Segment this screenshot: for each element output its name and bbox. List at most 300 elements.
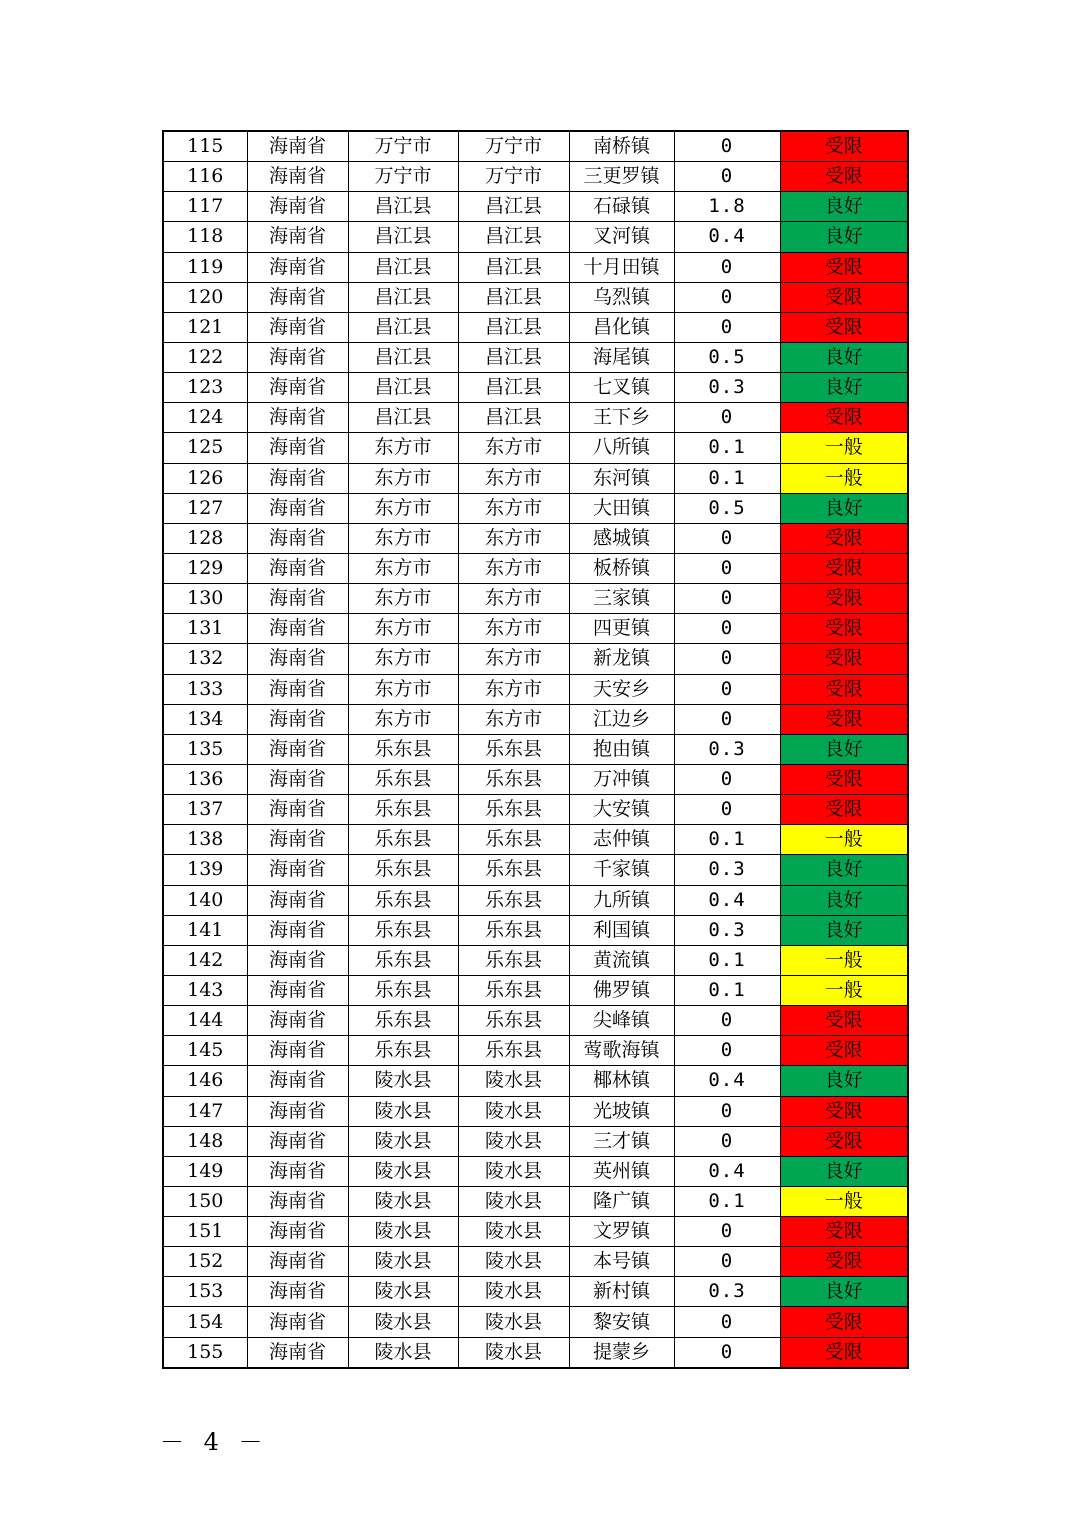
province-cell: 海南省: [247, 252, 348, 282]
table-row: [163, 644, 908, 674]
row-number-cell: 148: [163, 1126, 247, 1156]
table-row: [163, 885, 908, 915]
row-number-cell: 116: [163, 162, 247, 192]
row-number-cell: 117: [163, 192, 247, 222]
county-cell: 昌江县: [458, 192, 569, 222]
status-cell: 受限: [780, 252, 908, 282]
status-cell: 受限: [780, 674, 908, 704]
township-cell: 利国镇: [569, 915, 674, 945]
table-row: [163, 1096, 908, 1126]
township-cell: 英州镇: [569, 1156, 674, 1186]
county-cell: 昌江县: [458, 312, 569, 342]
province-cell: 海南省: [247, 192, 348, 222]
status-cell: 受限: [780, 162, 908, 192]
province-cell: 海南省: [247, 1186, 348, 1216]
county-cell: 东方市: [458, 584, 569, 614]
township-cell: 尖峰镇: [569, 1006, 674, 1036]
table-row: [163, 855, 908, 885]
value-cell: 0: [674, 282, 780, 312]
status-cell: 良好: [780, 373, 908, 403]
province-cell: 海南省: [247, 1307, 348, 1337]
city-cell: 东方市: [348, 584, 458, 614]
value-cell: 0: [674, 644, 780, 674]
value-cell: 0: [674, 1307, 780, 1337]
value-cell: 0.4: [674, 222, 780, 252]
township-cell: 七叉镇: [569, 373, 674, 403]
row-number-cell: 152: [163, 1247, 247, 1277]
city-cell: 陵水县: [348, 1277, 458, 1307]
table-row: [163, 192, 908, 222]
city-cell: 乐东县: [348, 1006, 458, 1036]
row-number-cell: 140: [163, 885, 247, 915]
county-cell: 乐东县: [458, 945, 569, 975]
township-cell: 三更罗镇: [569, 162, 674, 192]
table-row: [163, 1006, 908, 1036]
city-cell: 陵水县: [348, 1156, 458, 1186]
township-cell: 东河镇: [569, 463, 674, 493]
value-cell: 0.1: [674, 945, 780, 975]
row-number-cell: 127: [163, 493, 247, 523]
township-cell: 莺歌海镇: [569, 1036, 674, 1066]
value-cell: 0.1: [674, 975, 780, 1005]
county-cell: 陵水县: [458, 1277, 569, 1307]
status-cell: 受限: [780, 282, 908, 312]
data-table: [162, 130, 909, 1369]
county-cell: 陵水县: [458, 1307, 569, 1337]
status-cell: 受限: [780, 1006, 908, 1036]
city-cell: 乐东县: [348, 855, 458, 885]
city-cell: 陵水县: [348, 1307, 458, 1337]
township-cell: 四更镇: [569, 614, 674, 644]
township-cell: 感城镇: [569, 523, 674, 553]
township-cell: 江边乡: [569, 704, 674, 734]
table-row: [163, 975, 908, 1005]
city-cell: 万宁市: [348, 162, 458, 192]
county-cell: 东方市: [458, 644, 569, 674]
county-cell: 东方市: [458, 553, 569, 583]
value-cell: 0.1: [674, 1186, 780, 1216]
row-number-cell: 137: [163, 795, 247, 825]
county-cell: 东方市: [458, 433, 569, 463]
table-row: [163, 614, 908, 644]
table-row: [163, 1247, 908, 1277]
value-cell: 0: [674, 1036, 780, 1066]
table-row: [163, 463, 908, 493]
value-cell: 0: [674, 1006, 780, 1036]
province-cell: 海南省: [247, 644, 348, 674]
province-cell: 海南省: [247, 1096, 348, 1126]
status-cell: 一般: [780, 825, 908, 855]
province-cell: 海南省: [247, 1337, 348, 1368]
value-cell: 0.4: [674, 1156, 780, 1186]
value-cell: 0.1: [674, 463, 780, 493]
city-cell: 乐东县: [348, 945, 458, 975]
value-cell: 0.3: [674, 915, 780, 945]
county-cell: 陵水县: [458, 1096, 569, 1126]
row-number-cell: 134: [163, 704, 247, 734]
city-cell: 陵水县: [348, 1217, 458, 1247]
township-cell: 王下乡: [569, 403, 674, 433]
township-cell: 抱由镇: [569, 734, 674, 764]
county-cell: 昌江县: [458, 222, 569, 252]
township-cell: 海尾镇: [569, 342, 674, 372]
province-cell: 海南省: [247, 373, 348, 403]
county-cell: 乐东县: [458, 764, 569, 794]
province-cell: 海南省: [247, 282, 348, 312]
city-cell: 东方市: [348, 463, 458, 493]
township-cell: 八所镇: [569, 433, 674, 463]
province-cell: 海南省: [247, 1006, 348, 1036]
table-row: [163, 1277, 908, 1307]
table-row: [163, 825, 908, 855]
province-cell: 海南省: [247, 584, 348, 614]
row-number-cell: 150: [163, 1186, 247, 1216]
value-cell: 0: [674, 523, 780, 553]
row-number-cell: 143: [163, 975, 247, 1005]
status-cell: 良好: [780, 342, 908, 372]
row-number-cell: 126: [163, 463, 247, 493]
county-cell: 万宁市: [458, 162, 569, 192]
row-number-cell: 146: [163, 1066, 247, 1096]
value-cell: 0: [674, 1337, 780, 1368]
province-cell: 海南省: [247, 614, 348, 644]
table-row: [163, 795, 908, 825]
table-row: [163, 312, 908, 342]
province-cell: 海南省: [247, 945, 348, 975]
county-cell: 昌江县: [458, 403, 569, 433]
city-cell: 昌江县: [348, 342, 458, 372]
row-number-cell: 139: [163, 855, 247, 885]
county-cell: 乐东县: [458, 885, 569, 915]
county-cell: 乐东县: [458, 795, 569, 825]
province-cell: 海南省: [247, 342, 348, 372]
value-cell: 0: [674, 162, 780, 192]
value-cell: 0.4: [674, 885, 780, 915]
township-cell: 文罗镇: [569, 1217, 674, 1247]
page-number: － 4 －: [160, 1428, 269, 1456]
city-cell: 东方市: [348, 614, 458, 644]
city-cell: 陵水县: [348, 1247, 458, 1277]
county-cell: 陵水县: [458, 1337, 569, 1368]
value-cell: 0: [674, 1217, 780, 1247]
status-cell: 受限: [780, 553, 908, 583]
township-cell: 叉河镇: [569, 222, 674, 252]
township-cell: 三才镇: [569, 1126, 674, 1156]
value-cell: 0: [674, 674, 780, 704]
province-cell: 海南省: [247, 523, 348, 553]
county-cell: 乐东县: [458, 825, 569, 855]
township-cell: 椰林镇: [569, 1066, 674, 1096]
county-cell: 万宁市: [458, 131, 569, 162]
table-body: [163, 131, 908, 1368]
value-cell: 0: [674, 584, 780, 614]
row-number-cell: 154: [163, 1307, 247, 1337]
row-number-cell: 119: [163, 252, 247, 282]
province-cell: 海南省: [247, 1277, 348, 1307]
county-cell: 乐东县: [458, 1036, 569, 1066]
city-cell: 万宁市: [348, 131, 458, 162]
row-number-cell: 132: [163, 644, 247, 674]
city-cell: 陵水县: [348, 1066, 458, 1096]
province-cell: 海南省: [247, 162, 348, 192]
province-cell: 海南省: [247, 764, 348, 794]
table-row: [163, 1307, 908, 1337]
county-cell: 东方市: [458, 674, 569, 704]
township-cell: 南桥镇: [569, 131, 674, 162]
city-cell: 乐东县: [348, 795, 458, 825]
value-cell: 0: [674, 704, 780, 734]
value-cell: 0: [674, 764, 780, 794]
status-cell: 受限: [780, 312, 908, 342]
table-row: [163, 1156, 908, 1186]
province-cell: 海南省: [247, 1247, 348, 1277]
county-cell: 乐东县: [458, 975, 569, 1005]
city-cell: 陵水县: [348, 1337, 458, 1368]
township-cell: 黎安镇: [569, 1307, 674, 1337]
status-cell: 良好: [780, 734, 908, 764]
row-number-cell: 124: [163, 403, 247, 433]
city-cell: 东方市: [348, 553, 458, 583]
table-row: [163, 1217, 908, 1247]
township-cell: 提蒙乡: [569, 1337, 674, 1368]
value-cell: 0: [674, 614, 780, 644]
status-cell: 一般: [780, 433, 908, 463]
township-cell: 大安镇: [569, 795, 674, 825]
row-number-cell: 141: [163, 915, 247, 945]
county-cell: 东方市: [458, 523, 569, 553]
city-cell: 陵水县: [348, 1186, 458, 1216]
county-cell: 东方市: [458, 463, 569, 493]
row-number-cell: 155: [163, 1337, 247, 1368]
township-cell: 新龙镇: [569, 644, 674, 674]
township-cell: 大田镇: [569, 493, 674, 523]
table-row: [163, 704, 908, 734]
status-cell: 良好: [780, 1066, 908, 1096]
county-cell: 东方市: [458, 614, 569, 644]
city-cell: 东方市: [348, 674, 458, 704]
table-row: [163, 162, 908, 192]
table-row: [163, 1066, 908, 1096]
row-number-cell: 151: [163, 1217, 247, 1247]
township-cell: 九所镇: [569, 885, 674, 915]
city-cell: 昌江县: [348, 252, 458, 282]
province-cell: 海南省: [247, 553, 348, 583]
status-cell: 良好: [780, 885, 908, 915]
status-cell: 受限: [780, 584, 908, 614]
status-cell: 受限: [780, 644, 908, 674]
city-cell: 昌江县: [348, 403, 458, 433]
province-cell: 海南省: [247, 403, 348, 433]
value-cell: 0: [674, 1126, 780, 1156]
status-cell: 良好: [780, 493, 908, 523]
row-number-cell: 133: [163, 674, 247, 704]
county-cell: 陵水县: [458, 1126, 569, 1156]
table-row: [163, 1036, 908, 1066]
status-cell: 受限: [780, 1096, 908, 1126]
value-cell: 0.5: [674, 342, 780, 372]
township-cell: 万冲镇: [569, 764, 674, 794]
row-number-cell: 145: [163, 1036, 247, 1066]
province-cell: 海南省: [247, 1066, 348, 1096]
province-cell: 海南省: [247, 433, 348, 463]
row-number-cell: 149: [163, 1156, 247, 1186]
province-cell: 海南省: [247, 915, 348, 945]
county-cell: 乐东县: [458, 855, 569, 885]
province-cell: 海南省: [247, 674, 348, 704]
province-cell: 海南省: [247, 222, 348, 252]
value-cell: 0: [674, 131, 780, 162]
table-row: [163, 282, 908, 312]
township-cell: 乌烈镇: [569, 282, 674, 312]
county-cell: 陵水县: [458, 1066, 569, 1096]
value-cell: 0.1: [674, 825, 780, 855]
value-cell: 0: [674, 1247, 780, 1277]
status-cell: 一般: [780, 945, 908, 975]
county-cell: 陵水县: [458, 1156, 569, 1186]
province-cell: 海南省: [247, 885, 348, 915]
status-cell: 一般: [780, 1186, 908, 1216]
county-cell: 乐东县: [458, 915, 569, 945]
county-cell: 昌江县: [458, 342, 569, 372]
status-cell: 良好: [780, 1156, 908, 1186]
county-cell: 东方市: [458, 704, 569, 734]
table-row: [163, 584, 908, 614]
row-number-cell: 121: [163, 312, 247, 342]
table-row: [163, 1186, 908, 1216]
status-cell: 受限: [780, 1337, 908, 1368]
table-row: [163, 553, 908, 583]
table-row: [163, 342, 908, 372]
row-number-cell: 125: [163, 433, 247, 463]
table-row: [163, 403, 908, 433]
city-cell: 乐东县: [348, 885, 458, 915]
province-cell: 海南省: [247, 734, 348, 764]
province-cell: 海南省: [247, 1156, 348, 1186]
province-cell: 海南省: [247, 1217, 348, 1247]
table-row: [163, 222, 908, 252]
province-cell: 海南省: [247, 1036, 348, 1066]
city-cell: 乐东县: [348, 915, 458, 945]
city-cell: 昌江县: [348, 192, 458, 222]
value-cell: 0: [674, 252, 780, 282]
row-number-cell: 120: [163, 282, 247, 312]
status-cell: 受限: [780, 614, 908, 644]
value-cell: 0.3: [674, 855, 780, 885]
row-number-cell: 142: [163, 945, 247, 975]
table-row: [163, 945, 908, 975]
row-number-cell: 131: [163, 614, 247, 644]
table-row: [163, 1337, 908, 1368]
value-cell: 0: [674, 403, 780, 433]
status-cell: 受限: [780, 795, 908, 825]
status-cell: 受限: [780, 1036, 908, 1066]
value-cell: 1.8: [674, 192, 780, 222]
township-cell: 十月田镇: [569, 252, 674, 282]
city-cell: 昌江县: [348, 282, 458, 312]
township-cell: 隆广镇: [569, 1186, 674, 1216]
city-cell: 乐东县: [348, 734, 458, 764]
province-cell: 海南省: [247, 463, 348, 493]
row-number-cell: 123: [163, 373, 247, 403]
county-cell: 陵水县: [458, 1186, 569, 1216]
city-cell: 东方市: [348, 523, 458, 553]
city-cell: 东方市: [348, 493, 458, 523]
township-cell: 天安乡: [569, 674, 674, 704]
row-number-cell: 122: [163, 342, 247, 372]
status-cell: 受限: [780, 764, 908, 794]
township-cell: 光坡镇: [569, 1096, 674, 1126]
status-cell: 良好: [780, 192, 908, 222]
township-cell: 三家镇: [569, 584, 674, 614]
city-cell: 乐东县: [348, 1036, 458, 1066]
value-cell: 0: [674, 553, 780, 583]
city-cell: 乐东县: [348, 825, 458, 855]
city-cell: 东方市: [348, 433, 458, 463]
county-cell: 昌江县: [458, 282, 569, 312]
township-cell: 千家镇: [569, 855, 674, 885]
status-cell: 受限: [780, 1247, 908, 1277]
county-cell: 乐东县: [458, 1006, 569, 1036]
value-cell: 0.1: [674, 433, 780, 463]
row-number-cell: 115: [163, 131, 247, 162]
status-cell: 良好: [780, 915, 908, 945]
province-cell: 海南省: [247, 1126, 348, 1156]
city-cell: 昌江县: [348, 373, 458, 403]
table-row: [163, 373, 908, 403]
township-cell: 板桥镇: [569, 553, 674, 583]
county-cell: 东方市: [458, 493, 569, 523]
county-cell: 昌江县: [458, 252, 569, 282]
city-cell: 东方市: [348, 704, 458, 734]
township-cell: 石碌镇: [569, 192, 674, 222]
table-row: [163, 764, 908, 794]
table-row: [163, 523, 908, 553]
row-number-cell: 118: [163, 222, 247, 252]
status-cell: 良好: [780, 855, 908, 885]
county-cell: 陵水县: [458, 1217, 569, 1247]
row-number-cell: 153: [163, 1277, 247, 1307]
province-cell: 海南省: [247, 795, 348, 825]
status-cell: 一般: [780, 463, 908, 493]
value-cell: 0.5: [674, 493, 780, 523]
table-row: [163, 131, 908, 162]
township-cell: 黄流镇: [569, 945, 674, 975]
province-cell: 海南省: [247, 131, 348, 162]
table-row: [163, 433, 908, 463]
table-row: [163, 493, 908, 523]
value-cell: 0: [674, 795, 780, 825]
status-cell: 受限: [780, 1217, 908, 1247]
township-cell: 志仲镇: [569, 825, 674, 855]
status-cell: 受限: [780, 1126, 908, 1156]
table-row: [163, 915, 908, 945]
province-cell: 海南省: [247, 855, 348, 885]
row-number-cell: 128: [163, 523, 247, 553]
table-row: [163, 1126, 908, 1156]
township-cell: 佛罗镇: [569, 975, 674, 1005]
status-cell: 良好: [780, 1277, 908, 1307]
status-cell: 受限: [780, 1307, 908, 1337]
row-number-cell: 138: [163, 825, 247, 855]
city-cell: 乐东县: [348, 764, 458, 794]
county-cell: 昌江县: [458, 373, 569, 403]
table-row: [163, 734, 908, 764]
status-cell: 一般: [780, 975, 908, 1005]
row-number-cell: 147: [163, 1096, 247, 1126]
city-cell: 陵水县: [348, 1126, 458, 1156]
city-cell: 乐东县: [348, 975, 458, 1005]
status-cell: 受限: [780, 403, 908, 433]
